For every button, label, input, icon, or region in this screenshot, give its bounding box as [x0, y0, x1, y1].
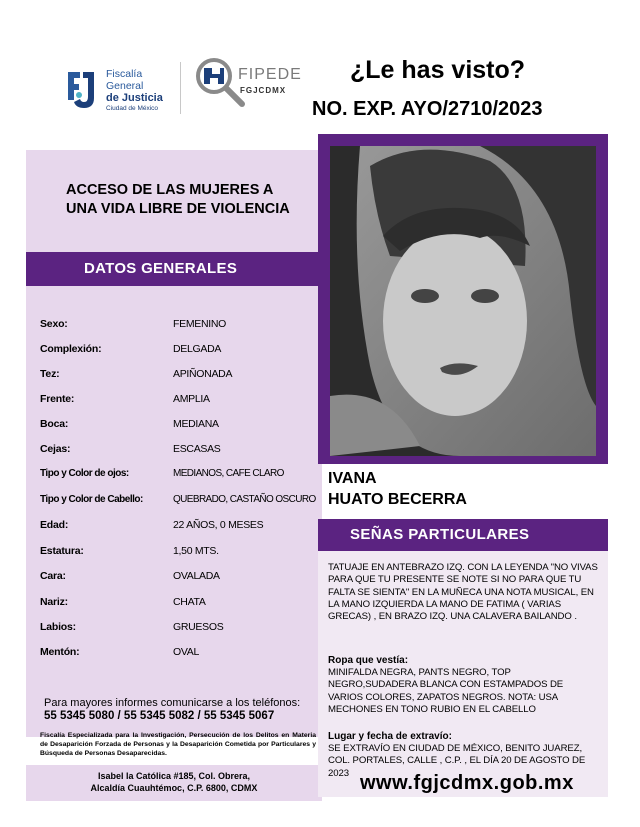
fgj-name [106, 68, 163, 113]
lugar-label: Lugar y fecha de extravío: [328, 731, 452, 742]
fipede-subtitle: FGJCDMX [240, 86, 287, 95]
field-value: DELGADA [173, 343, 222, 355]
field-label: Estatura: [40, 545, 84, 557]
senas-description: TATUAJE EN ANTEBRAZO IZQ. CON LA LEYENDA "NO VIVAS PARA QUE TU PRESENTE SE NOTE SI NO PARA QUE TU FALTA SE SIENTA" EN LA MUÑECA UNA NOTA MUSICAL, EN LA MANO IZQUIERDA LA MANO DE FATIMA ( VARIAS GRECAS) , EN BRAZO IZQ. UNA CALAVERA BAILANDO . [328, 562, 598, 623]
field-label: Mentón: [40, 646, 80, 658]
fgj-line-2: General [106, 80, 144, 92]
fgj-logo-icon [62, 68, 100, 114]
field-value: MEDIANA [173, 418, 219, 430]
field-value: ESCASAS [173, 443, 221, 455]
field-value: FEMENINO [173, 318, 227, 330]
field-value: OVALADA [173, 570, 220, 582]
fiscalia-note: Fiscalía Especializada para la Investigación, Persecución de los Delitos en Materia de Desaparición Forzada de Personas y la Desaparición Cometida por Particulares y Búsqueda de Personas Desaparecidas. [40, 732, 316, 757]
field-value: CHATA [173, 596, 206, 608]
expediente-number: NO. EXP. AYO/2710/2023 [312, 98, 543, 120]
contact-label: Para mayores informes comunicarse a los teléfonos: [44, 697, 301, 709]
field-value: AMPLIA [173, 393, 210, 405]
person-photo [330, 146, 596, 456]
access-statement: ACCESO DE LAS MUJERES A UNA VIDA LIBRE DE VIOLENCIA [66, 182, 290, 217]
fgj-line-4: Ciudad de México [106, 105, 159, 112]
field-value: QUEBRADO, CASTAÑO OSCURO [173, 494, 316, 505]
person-portrait-icon [330, 146, 596, 456]
address-line-1: Isabel la Católica #185, Col. Obrera, [97, 771, 251, 781]
website-link[interactable]: www.fgjcdmx.gob.mx [360, 772, 574, 794]
field-value: MEDIANOS, CAFE CLARO [173, 468, 284, 479]
ropa-label: Ropa que vestía: [328, 655, 409, 666]
field-label: Frente: [40, 393, 75, 405]
headline: ¿Le has visto? [350, 56, 526, 84]
field-value: 22 AÑOS, 0 MESES [173, 519, 264, 531]
address [26, 770, 322, 794]
field-label: Sexo: [40, 318, 68, 330]
field-label: Complexión: [40, 343, 102, 355]
person-first-name: IVANA [328, 470, 377, 487]
datos-generales-title: DATOS GENERALES [84, 260, 238, 277]
field-value: OVAL [173, 646, 200, 658]
ropa-description: MINIFALDA NEGRA, PANTS NEGRO, TOP NEGRO,SUDADERA BLANCA CON ESTAMPADOS DE VARIOS COLORES, ZAPATOS NEGROS. NOTA: USA MECHONES EN TONO RUBIO EN EL CABELLO [328, 667, 564, 715]
field-label: Nariz: [40, 596, 68, 608]
field-label: Edad: [40, 519, 69, 531]
field-value: APIÑONADA [173, 368, 233, 380]
field-label: Boca: [40, 418, 69, 430]
phone-numbers: 55 5345 5080 / 55 5345 5082 / 55 5345 5067 [44, 710, 275, 722]
senas-particulares-title: SEÑAS PARTICULARES [350, 526, 530, 543]
field-label: Tipo y Color de Cabello: [40, 494, 143, 505]
fgj-line-3: de Justicia [106, 92, 163, 104]
address-line-2: Alcaldía Cuauhtémoc, C.P. 6800, CDMX [90, 783, 258, 793]
field-label: Cara: [40, 570, 66, 582]
header-divider [180, 62, 181, 114]
field-label: Tez: [40, 368, 60, 380]
field-label: Cejas: [40, 443, 71, 455]
field-value: 1,50 MTS. [173, 545, 219, 557]
field-value: GRUESOS [173, 621, 224, 633]
person-last-name: HUATO BECERRA [328, 491, 467, 508]
fgj-line-1: Fiscalía [106, 68, 143, 80]
lugar-description: SE EXTRAVÍO EN CIUDAD DE MÉXICO, BENITO JUAREZ, COL. PORTALES, CALLE , C.P. , EL DÍA 20 DE AGOSTO DE 2023 [328, 743, 586, 779]
field-label: Labios: [40, 621, 76, 633]
field-label: Tipo y Color de ojos: [40, 468, 129, 479]
fipede-title: FIPEDE [238, 66, 302, 83]
